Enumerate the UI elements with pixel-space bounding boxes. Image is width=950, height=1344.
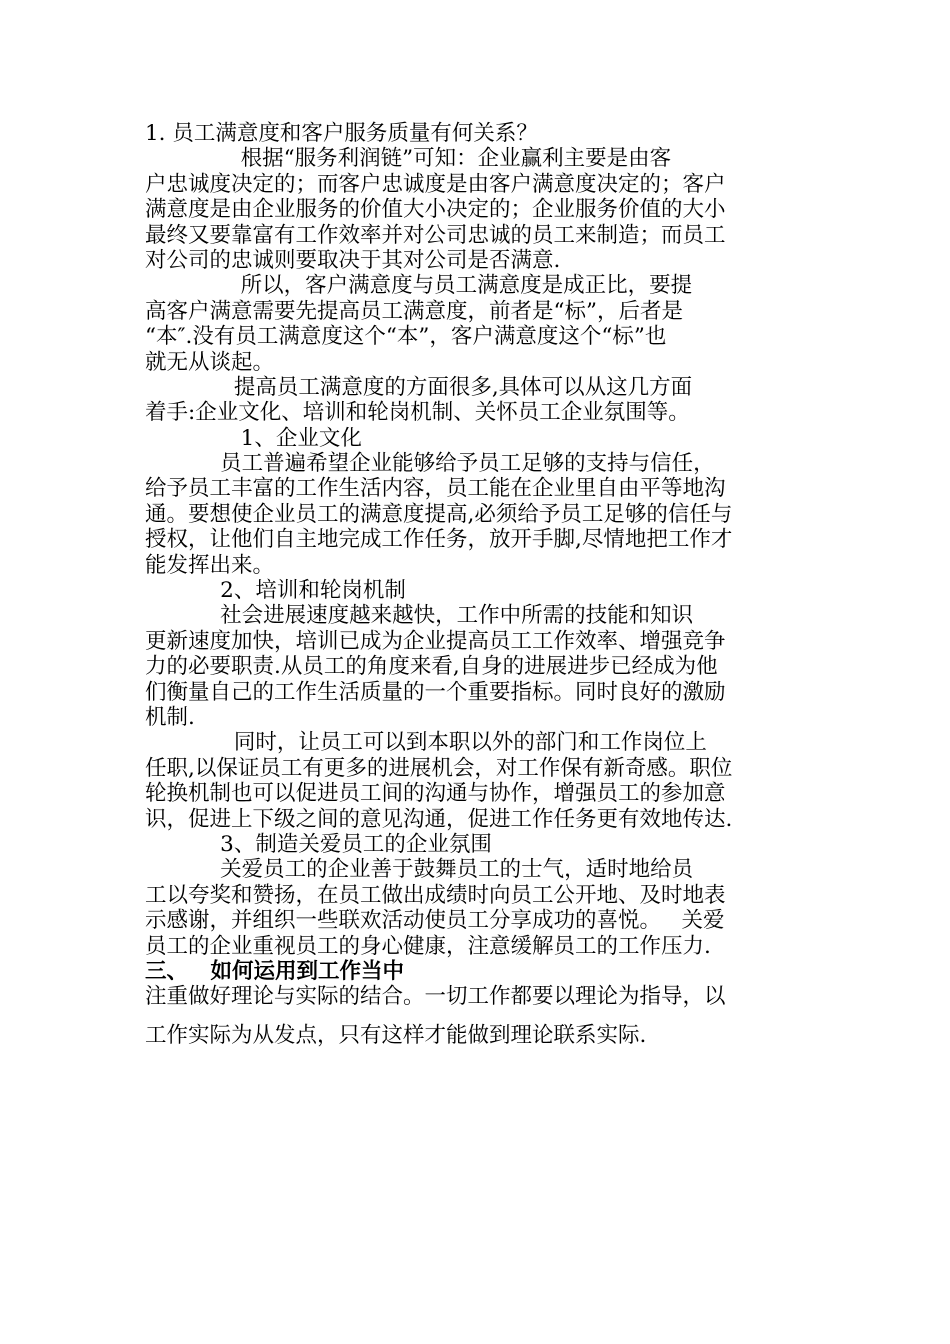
paragraph-line: 社会进展速度越来越快，工作中所需的技能和知识 [145, 603, 694, 629]
paragraph-line: 示感谢，并组织一些联欢活动使员工分享成功的喜悦。 关爱 [145, 908, 725, 934]
paragraph-line: 提高员工满意度的方面很多,具体可以从这几方面 [145, 374, 693, 400]
section-heading: 3、制造关爱员工的企业氛围 [145, 831, 492, 857]
paragraph-line: 力的必要职责.从员工的角度来看,自身的进展进步已经成为他 [145, 654, 718, 680]
paragraph-line: 识，促进上下级之间的意见沟通，促进工作任务更有效地传达. [145, 806, 733, 832]
paragraph-line: “本″.没有员工满意度这个“本”，客户满意度这个“标”也 [145, 324, 667, 350]
closing-line: 工作实际为从发点，只有这样才能做到理论联系实际. [145, 1022, 647, 1048]
paragraph-line: 满意度是由企业服务的价值大小决定的；企业服务价值的大小 [145, 197, 726, 223]
paragraph-line: 给予员工丰富的工作生活内容，员工能在企业里自由平等地沟 [145, 476, 726, 502]
part-three-heading: 三、 如何运用到工作当中 [145, 958, 404, 984]
paragraph-line: 高客户满意需要先提高员工满意度，前者是“标”，后者是 [145, 298, 683, 324]
paragraph-line: 所以，客户满意度与员工满意度是成正比，要提 [145, 273, 693, 299]
paragraph-line: 对公司的忠诚则要取决于其对公司是否满意. [145, 247, 561, 273]
paragraph-line: 员工的企业重视员工的身心健康，注意缓解员工的工作压力. [145, 933, 711, 959]
paragraph-line: 任职,以保证员工有更多的进展机会，对工作保有新奇感。职位 [145, 755, 733, 781]
paragraph-line: 最终又要靠富有工作效率并对公司忠诚的员工来制造；而员工 [145, 222, 726, 248]
paragraph-line: 根据“服务利润链”可知：企业赢利主要是由客 [145, 146, 672, 172]
paragraph-line: 员工普遍希望企业能够给予员工足够的支持与信任， [145, 451, 715, 477]
paragraph-line: 关爱员工的企业善于鼓舞员工的士气，适时地给员 [145, 857, 694, 883]
paragraph-line: 轮换机制也可以促进员工间的沟通与协作，增强员工的参加意 [145, 781, 726, 807]
paragraph-line: 户忠诚度决定的；而客户忠诚度是由客户满意度决定的；客户 [145, 171, 726, 197]
question-heading: 1. 员工满意度和客户服务质量有何关系？ [145, 121, 538, 146]
paragraph-line: 更新速度加快，培训已成为企业提高员工工作效率、增强竞争 [145, 628, 726, 654]
paragraph-line: 通。要想使企业员工的满意度提高,必须给予员工足够的信任与 [145, 501, 733, 527]
paragraph-line: 着手:企业文化、培训和轮岗机制、关怀员工企业氛围等。 [145, 400, 690, 426]
section-heading: 1、企业文化 [145, 425, 362, 451]
closing-line: 注重做好理论与实际的结合。一切工作都要以理论为指导，以 [145, 984, 726, 1010]
paragraph-line: 能发挥出来。 [145, 552, 275, 578]
paragraph-line: 工以夸奖和赞扬，在员工做出成绩时向员工公开地、及时地表 [145, 882, 726, 908]
paragraph-line: 授权，让他们自主地完成工作任务，放开手脚,尽情地把工作才 [145, 527, 733, 553]
section-heading: 2、培训和轮岗机制 [145, 578, 406, 604]
paragraph-line: 就无从谈起。 [145, 349, 275, 375]
paragraph-line: 同时，让员工可以到本职以外的部门和工作岗位上 [145, 730, 707, 756]
paragraph-line: 们衡量自己的工作生活质量的一个重要指标。同时良好的激励 [145, 679, 726, 705]
document-body [145, 121, 810, 1048]
paragraph-line: 机制. [145, 704, 195, 730]
